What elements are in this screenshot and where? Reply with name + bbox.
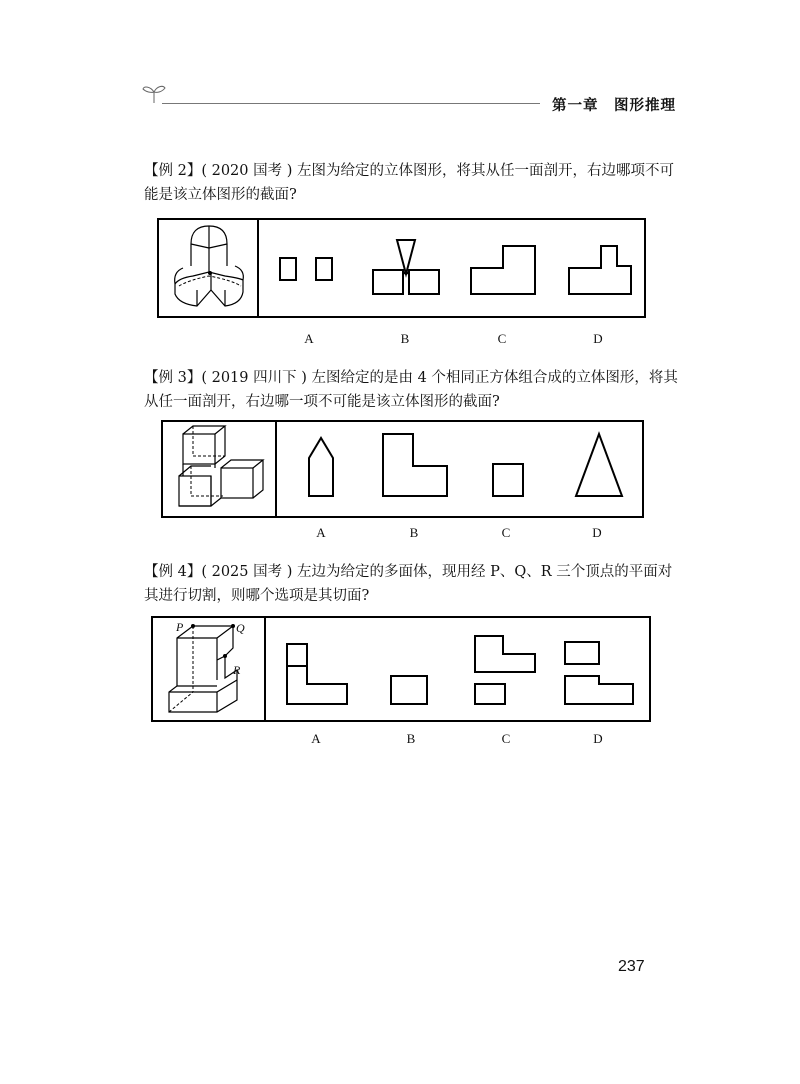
example-2-option-b-shape bbox=[373, 240, 439, 294]
header-rule bbox=[162, 103, 540, 104]
example-3-option-b-shape bbox=[383, 434, 447, 496]
example-3-option-c-shape bbox=[493, 464, 523, 496]
example-4-option-d-shape bbox=[565, 642, 633, 704]
chapter-title: 第一章 图形推理 bbox=[552, 98, 676, 114]
example-3-option-d-shape bbox=[576, 434, 622, 496]
vertex-label-q: Q bbox=[236, 621, 245, 635]
example-4-figure-drawing bbox=[153, 618, 649, 720]
page-number: 237 bbox=[618, 958, 645, 975]
example-3-solid bbox=[179, 426, 263, 506]
example-2-figure-drawing bbox=[159, 220, 644, 316]
example-2-figure bbox=[157, 218, 646, 318]
example-3-text: 【例 3】( 2019 四川下 ) 左图给定的是由 4 个相同正方体组合成的立体图形，将其从任一面剖开，右边哪一项不可能是该立体图形的截面? bbox=[144, 370, 678, 410]
example-2-option-b[interactable]: B bbox=[400, 331, 410, 346]
example-3-option-d[interactable]: D bbox=[592, 525, 602, 540]
example-4-option-c-shape bbox=[475, 636, 535, 704]
example-3-option-a-shape bbox=[309, 438, 333, 496]
example-2-option-c-shape bbox=[471, 246, 535, 294]
example-4-option-b[interactable]: B bbox=[406, 731, 416, 746]
example-3-figure-drawing bbox=[163, 422, 642, 516]
example-2-solid bbox=[175, 226, 244, 306]
example-2-text: 【例 2】( 2020 国考 ) 左图为给定的立体图形，将其从任一面剖开，右边哪项不可能是该立体图形的截面? bbox=[144, 163, 674, 203]
example-4-option-a-shape bbox=[287, 644, 347, 704]
example-4-text: 【例 4】( 2025 国考 ) 左边为给定的多面体，现用经 P、Q、R 三个顶点的平面对其进行切割，则哪个选项是其切面? bbox=[144, 564, 673, 604]
example-2-option-d-shape bbox=[569, 246, 631, 294]
example-3-option-b[interactable]: B bbox=[409, 525, 419, 540]
example-2-option-c[interactable]: C bbox=[497, 331, 507, 346]
example-3-option-c[interactable]: C bbox=[501, 525, 511, 540]
example-4-option-d[interactable]: D bbox=[593, 731, 603, 746]
example-4-figure bbox=[151, 616, 651, 722]
sprout-icon bbox=[142, 82, 166, 104]
example-4-option-a[interactable]: A bbox=[311, 731, 321, 746]
example-4-solid bbox=[169, 624, 237, 712]
example-3-figure bbox=[161, 420, 644, 518]
example-4-option-c[interactable]: C bbox=[501, 731, 511, 746]
example-2-option-d[interactable]: D bbox=[593, 331, 603, 346]
example-4-option-b-shape bbox=[391, 676, 427, 704]
example-3-option-a[interactable]: A bbox=[316, 525, 326, 540]
example-2-option-a-shape bbox=[280, 258, 296, 280]
vertex-label-r: R bbox=[233, 663, 241, 677]
vertex-label-p: P bbox=[176, 620, 184, 634]
example-2-option-a[interactable]: A bbox=[304, 331, 314, 346]
